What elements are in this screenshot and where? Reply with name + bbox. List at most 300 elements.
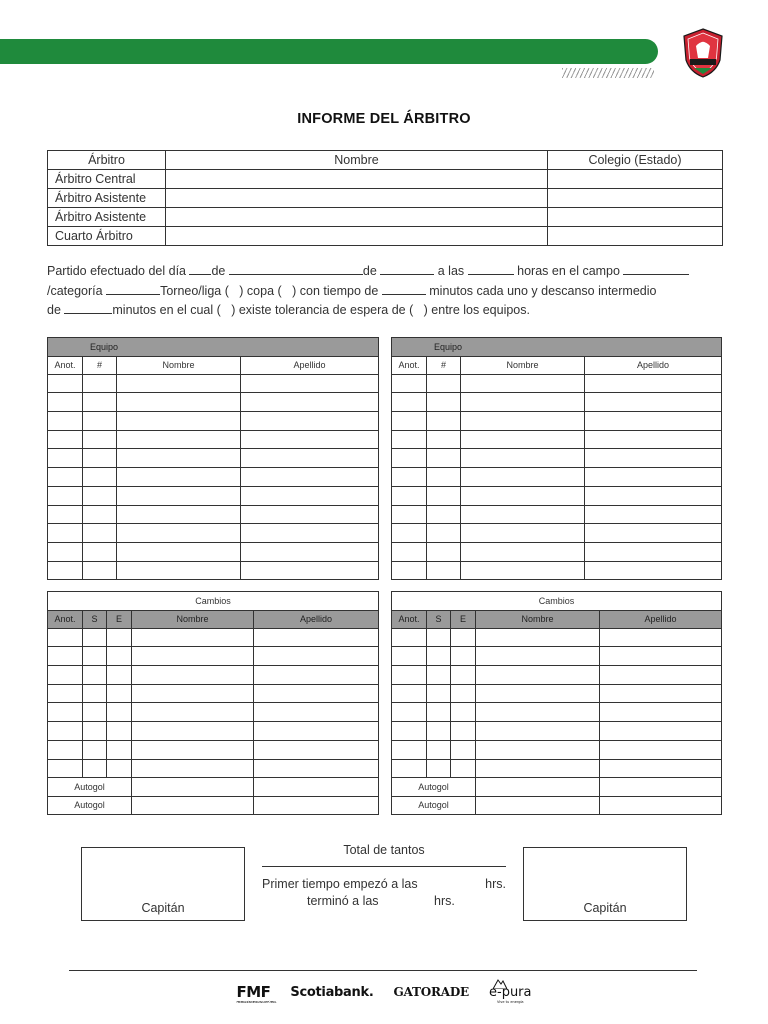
team-table-left	[47, 337, 379, 580]
captain-label: Capitán	[583, 901, 627, 915]
team-cell[interactable]	[461, 374, 585, 393]
fmf-logo-text: FMF	[236, 983, 271, 1001]
change-row	[392, 647, 722, 666]
match-text: de	[47, 303, 61, 317]
team-cell[interactable]	[585, 468, 722, 487]
change-cell[interactable]	[48, 666, 83, 685]
change-cell[interactable]	[83, 628, 107, 647]
change-cell[interactable]	[451, 666, 476, 685]
autogol-cell[interactable]	[600, 778, 722, 797]
team-cell[interactable]	[392, 430, 427, 449]
team-cell[interactable]	[83, 449, 117, 468]
autogol-cell[interactable]	[476, 778, 600, 797]
change-cell[interactable]	[132, 666, 254, 685]
match-text: ) con tiempo de	[292, 283, 379, 298]
team-cell[interactable]	[461, 486, 585, 505]
team-cell[interactable]	[392, 561, 427, 580]
match-text: horas en el campo	[517, 264, 620, 278]
team-cell[interactable]	[48, 468, 83, 487]
scotiabank-logo: Scotiabank.	[290, 984, 374, 1000]
changes-table-right	[391, 591, 722, 815]
team-cell[interactable]	[117, 561, 241, 580]
change-cell[interactable]	[427, 703, 451, 722]
team-cell[interactable]	[427, 412, 461, 431]
change-row	[392, 628, 722, 647]
team-cell[interactable]	[83, 486, 117, 505]
ended-label: terminó a las	[307, 894, 379, 908]
hrs-label: hrs.	[485, 877, 506, 891]
sponsor-logos	[0, 983, 768, 1004]
change-row	[48, 703, 379, 722]
gatorade-logo: GATORADE	[393, 985, 469, 999]
match-text: /categoría	[47, 283, 103, 298]
change-cell[interactable]	[476, 628, 600, 647]
team-cell[interactable]	[427, 542, 461, 561]
change-cell[interactable]	[107, 740, 132, 759]
change-cell[interactable]	[254, 722, 379, 741]
change-cell[interactable]	[600, 759, 722, 778]
change-cell[interactable]	[427, 628, 451, 647]
changes-title: Cambios	[48, 592, 379, 611]
autogol-cell[interactable]	[254, 796, 379, 815]
change-row	[48, 628, 379, 647]
change-cell[interactable]	[132, 759, 254, 778]
team-cell[interactable]	[427, 393, 461, 412]
autogol-cell[interactable]	[476, 796, 600, 815]
col-number: #	[427, 356, 461, 374]
epura-logo	[489, 984, 532, 1004]
epura-logo-text: e-pura	[489, 984, 532, 1000]
ref-college-cell[interactable]	[548, 170, 723, 189]
change-cell[interactable]	[451, 722, 476, 741]
team-cell[interactable]	[241, 393, 379, 412]
change-cell[interactable]	[476, 703, 600, 722]
captain-signature-right[interactable]	[523, 847, 687, 921]
change-cell[interactable]	[600, 666, 722, 685]
team-row	[48, 468, 379, 487]
team-cell[interactable]	[241, 561, 379, 580]
team-row	[48, 542, 379, 561]
team-cell[interactable]	[117, 449, 241, 468]
change-cell[interactable]	[48, 759, 83, 778]
team-cell[interactable]	[48, 505, 83, 524]
change-cell[interactable]	[107, 703, 132, 722]
team-row	[48, 524, 379, 543]
change-cell[interactable]	[451, 703, 476, 722]
team-cell[interactable]	[585, 524, 722, 543]
team-cell[interactable]	[392, 505, 427, 524]
epura-logo-subtext: Vive tu energía	[497, 999, 524, 1004]
team-cell[interactable]	[427, 468, 461, 487]
team-cell[interactable]	[241, 468, 379, 487]
total-goals-label: Total de tantos	[262, 843, 506, 867]
change-cell[interactable]	[392, 666, 427, 685]
match-text: ) entre los equipos.	[423, 303, 530, 317]
team-cell[interactable]	[241, 430, 379, 449]
change-cell[interactable]	[254, 647, 379, 666]
match-text: Partido efectuado del día	[47, 264, 186, 278]
col-nombre: Nombre	[117, 356, 241, 374]
change-cell[interactable]	[132, 703, 254, 722]
change-cell[interactable]	[427, 647, 451, 666]
ref-college-cell[interactable]	[548, 189, 723, 208]
match-text: ) existe tolerancia de espera de (	[231, 303, 414, 317]
change-cell[interactable]	[476, 759, 600, 778]
change-cell[interactable]	[48, 703, 83, 722]
team-cell[interactable]	[392, 374, 427, 393]
team-cell[interactable]	[461, 393, 585, 412]
team-cell[interactable]	[392, 468, 427, 487]
team-cell[interactable]	[48, 412, 83, 431]
team-cell[interactable]	[392, 412, 427, 431]
captain-label: Capitán	[141, 901, 185, 915]
col-nombre: Nombre	[132, 610, 254, 628]
team-cell[interactable]	[461, 412, 585, 431]
change-cell[interactable]	[107, 684, 132, 703]
change-cell[interactable]	[83, 759, 107, 778]
month-blank[interactable]	[229, 263, 363, 275]
team-cell[interactable]	[117, 393, 241, 412]
team-cell[interactable]	[585, 374, 722, 393]
team-row	[48, 505, 379, 524]
change-cell[interactable]	[83, 684, 107, 703]
team-cell[interactable]	[427, 524, 461, 543]
team-cell[interactable]	[427, 561, 461, 580]
team-title: Equipo	[48, 338, 379, 357]
half-time-blank[interactable]	[382, 283, 426, 295]
team-cell[interactable]	[585, 486, 722, 505]
team-cell[interactable]	[585, 430, 722, 449]
change-cell[interactable]	[83, 666, 107, 685]
team-row	[392, 486, 722, 505]
team-cell[interactable]	[585, 561, 722, 580]
team-cell[interactable]	[117, 468, 241, 487]
team-cell[interactable]	[117, 374, 241, 393]
autogol-row	[48, 796, 379, 815]
col-apellido: Apellido	[241, 356, 379, 374]
change-cell[interactable]	[392, 647, 427, 666]
change-cell[interactable]	[254, 740, 379, 759]
team-cell[interactable]	[461, 430, 585, 449]
change-cell[interactable]	[48, 740, 83, 759]
team-cell[interactable]	[117, 542, 241, 561]
team-row	[48, 374, 379, 393]
change-cell[interactable]	[107, 759, 132, 778]
team-cell[interactable]	[427, 430, 461, 449]
team-cell[interactable]	[392, 524, 427, 543]
team-row	[392, 561, 722, 580]
team-cell[interactable]	[83, 412, 117, 431]
category-blank[interactable]	[106, 283, 160, 295]
team-row	[392, 449, 722, 468]
autogol-row	[48, 778, 379, 797]
change-cell[interactable]	[427, 740, 451, 759]
match-details-paragraph	[47, 262, 727, 321]
team-cell[interactable]	[241, 374, 379, 393]
col-sale: S	[427, 610, 451, 628]
team-cell[interactable]	[461, 524, 585, 543]
mountain-icon	[493, 977, 507, 989]
change-cell[interactable]	[107, 666, 132, 685]
change-cell[interactable]	[107, 722, 132, 741]
team-cell[interactable]	[83, 505, 117, 524]
match-text: a las	[437, 264, 465, 278]
autogol-cell[interactable]	[132, 778, 254, 797]
change-cell[interactable]	[600, 647, 722, 666]
autogol-label: Autogol	[48, 796, 132, 815]
change-cell[interactable]	[427, 722, 451, 741]
change-cell[interactable]	[132, 647, 254, 666]
team-cell[interactable]	[117, 486, 241, 505]
team-cell[interactable]	[241, 542, 379, 561]
change-row	[48, 759, 379, 778]
match-text: Torneo/liga (	[160, 283, 229, 298]
changes-title: Cambios	[392, 592, 722, 611]
team-table-right	[391, 337, 722, 580]
team-cell[interactable]	[48, 393, 83, 412]
col-number: #	[83, 356, 117, 374]
change-cell[interactable]	[600, 722, 722, 741]
change-cell[interactable]	[254, 684, 379, 703]
match-text: minutos cada uno y descanso intermedio	[429, 283, 657, 298]
change-cell[interactable]	[132, 628, 254, 647]
autogol-row	[392, 796, 722, 815]
year-blank[interactable]	[380, 263, 434, 275]
team-cell[interactable]	[461, 468, 585, 487]
col-anot: Anot.	[392, 610, 427, 628]
team-cell[interactable]	[392, 542, 427, 561]
team-cell[interactable]	[461, 561, 585, 580]
change-cell[interactable]	[392, 740, 427, 759]
time-blank[interactable]	[468, 263, 514, 275]
change-cell[interactable]	[83, 703, 107, 722]
change-cell[interactable]	[132, 740, 254, 759]
club-crest-logo	[682, 28, 724, 78]
change-row	[392, 740, 722, 759]
ref-row-label: Árbitro Asistente	[48, 208, 166, 227]
change-row	[392, 666, 722, 685]
team-cell[interactable]	[427, 449, 461, 468]
ref-col-college: Colegio (Estado)	[548, 151, 723, 170]
change-cell[interactable]	[48, 647, 83, 666]
change-cell[interactable]	[427, 684, 451, 703]
team-cell[interactable]	[83, 468, 117, 487]
change-cell[interactable]	[476, 647, 600, 666]
change-cell[interactable]	[83, 740, 107, 759]
change-cell[interactable]	[600, 703, 722, 722]
team-title: Equipo	[392, 338, 722, 357]
change-cell[interactable]	[600, 740, 722, 759]
team-cell[interactable]	[585, 505, 722, 524]
change-cell[interactable]	[451, 759, 476, 778]
col-entra: E	[107, 610, 132, 628]
team-cell[interactable]	[427, 374, 461, 393]
change-row	[48, 666, 379, 685]
ref-college-cell[interactable]	[548, 208, 723, 227]
match-text: minutos en el cual (	[112, 303, 221, 317]
team-cell[interactable]	[117, 412, 241, 431]
change-cell[interactable]	[254, 628, 379, 647]
team-cell[interactable]	[585, 542, 722, 561]
team-row	[392, 542, 722, 561]
score-totals	[262, 843, 506, 908]
change-cell[interactable]	[132, 684, 254, 703]
ref-col-role: Árbitro	[48, 151, 166, 170]
field-blank[interactable]	[623, 263, 689, 275]
team-cell[interactable]	[241, 412, 379, 431]
team-cell[interactable]	[585, 393, 722, 412]
change-row	[48, 722, 379, 741]
team-cell[interactable]	[48, 430, 83, 449]
ref-row-label: Árbitro Asistente	[48, 189, 166, 208]
change-cell[interactable]	[451, 684, 476, 703]
autogol-label: Autogol	[392, 778, 476, 797]
team-row	[48, 486, 379, 505]
referee-table	[47, 150, 723, 246]
changes-table-left	[47, 591, 379, 815]
autogol-row	[392, 778, 722, 797]
change-cell[interactable]	[476, 722, 600, 741]
change-cell[interactable]	[476, 666, 600, 685]
change-cell[interactable]	[254, 759, 379, 778]
change-cell[interactable]	[48, 722, 83, 741]
change-cell[interactable]	[254, 666, 379, 685]
change-row	[48, 647, 379, 666]
change-cell[interactable]	[83, 722, 107, 741]
team-row	[48, 430, 379, 449]
team-cell[interactable]	[48, 374, 83, 393]
team-cell[interactable]	[83, 524, 117, 543]
change-cell[interactable]	[48, 684, 83, 703]
team-row	[392, 524, 722, 543]
autogol-label: Autogol	[392, 796, 476, 815]
team-cell[interactable]	[48, 449, 83, 468]
team-cell[interactable]	[83, 561, 117, 580]
change-cell[interactable]	[107, 647, 132, 666]
team-cell[interactable]	[83, 430, 117, 449]
team-cell[interactable]	[241, 486, 379, 505]
team-cell[interactable]	[241, 449, 379, 468]
col-anot: Anot.	[48, 356, 83, 374]
change-cell[interactable]	[132, 722, 254, 741]
team-row	[48, 449, 379, 468]
change-row	[392, 703, 722, 722]
team-cell[interactable]	[117, 524, 241, 543]
col-anot: Anot.	[392, 356, 427, 374]
col-entra: E	[451, 610, 476, 628]
fmf-logo-subtext: FEDERACIÓN MEXICANA DE FÚTBOL	[236, 1000, 277, 1004]
ref-name-cell[interactable]	[166, 170, 548, 189]
team-cell[interactable]	[48, 561, 83, 580]
team-row	[48, 393, 379, 412]
team-cell[interactable]	[461, 449, 585, 468]
team-cell[interactable]	[427, 486, 461, 505]
ref-row-label: Cuarto Árbitro	[48, 227, 166, 246]
change-row	[392, 759, 722, 778]
team-cell[interactable]	[585, 412, 722, 431]
team-cell[interactable]	[585, 449, 722, 468]
team-cell[interactable]	[241, 524, 379, 543]
match-text: de	[211, 264, 226, 278]
change-cell[interactable]	[451, 647, 476, 666]
change-cell[interactable]	[392, 722, 427, 741]
change-cell[interactable]	[451, 740, 476, 759]
team-cell[interactable]	[241, 505, 379, 524]
autogol-cell[interactable]	[600, 796, 722, 815]
team-cell[interactable]	[427, 505, 461, 524]
change-cell[interactable]	[392, 759, 427, 778]
ref-college-cell[interactable]	[548, 227, 723, 246]
ref-name-cell[interactable]	[166, 189, 548, 208]
team-cell[interactable]	[48, 486, 83, 505]
change-cell[interactable]	[476, 740, 600, 759]
team-cell[interactable]	[83, 374, 117, 393]
ref-row-label: Árbitro Central	[48, 170, 166, 189]
team-row	[392, 430, 722, 449]
col-anot: Anot.	[48, 610, 83, 628]
col-apellido: Apellido	[254, 610, 379, 628]
team-cell[interactable]	[83, 393, 117, 412]
fmf-logo	[236, 983, 277, 1004]
team-cell[interactable]	[117, 430, 241, 449]
ref-col-name: Nombre	[166, 151, 548, 170]
change-cell[interactable]	[48, 628, 83, 647]
change-cell[interactable]	[392, 628, 427, 647]
team-cell[interactable]	[83, 542, 117, 561]
team-cell[interactable]	[392, 393, 427, 412]
team-row	[48, 412, 379, 431]
col-apellido: Apellido	[600, 610, 722, 628]
day-blank[interactable]	[189, 263, 211, 275]
break-minutes-blank[interactable]	[64, 302, 112, 314]
col-sale: S	[83, 610, 107, 628]
report-title: INFORME DEL ÁRBITRO	[297, 111, 471, 127]
change-cell[interactable]	[427, 759, 451, 778]
change-cell[interactable]	[107, 628, 132, 647]
change-cell[interactable]	[427, 666, 451, 685]
change-cell[interactable]	[600, 628, 722, 647]
header-hatch-decoration	[562, 68, 654, 78]
autogol-label: Autogol	[48, 778, 132, 797]
footer-divider	[69, 970, 697, 971]
ref-name-cell[interactable]	[166, 227, 548, 246]
team-row	[392, 505, 722, 524]
team-row	[392, 393, 722, 412]
autogol-cell[interactable]	[254, 778, 379, 797]
change-cell[interactable]	[83, 647, 107, 666]
change-row	[48, 740, 379, 759]
team-cell[interactable]	[117, 505, 241, 524]
header-green-bar	[0, 39, 658, 64]
change-cell[interactable]	[476, 684, 600, 703]
team-cell[interactable]	[461, 542, 585, 561]
team-cell[interactable]	[461, 505, 585, 524]
ref-name-cell[interactable]	[166, 208, 548, 227]
change-cell[interactable]	[254, 703, 379, 722]
team-cell[interactable]	[48, 524, 83, 543]
team-cell[interactable]	[392, 449, 427, 468]
team-row	[392, 468, 722, 487]
col-nombre: Nombre	[476, 610, 600, 628]
change-cell[interactable]	[392, 703, 427, 722]
change-cell[interactable]	[392, 684, 427, 703]
autogol-cell[interactable]	[132, 796, 254, 815]
change-cell[interactable]	[451, 628, 476, 647]
change-cell[interactable]	[600, 684, 722, 703]
captain-signature-left[interactable]	[81, 847, 245, 921]
team-cell[interactable]	[48, 542, 83, 561]
team-cell[interactable]	[392, 486, 427, 505]
